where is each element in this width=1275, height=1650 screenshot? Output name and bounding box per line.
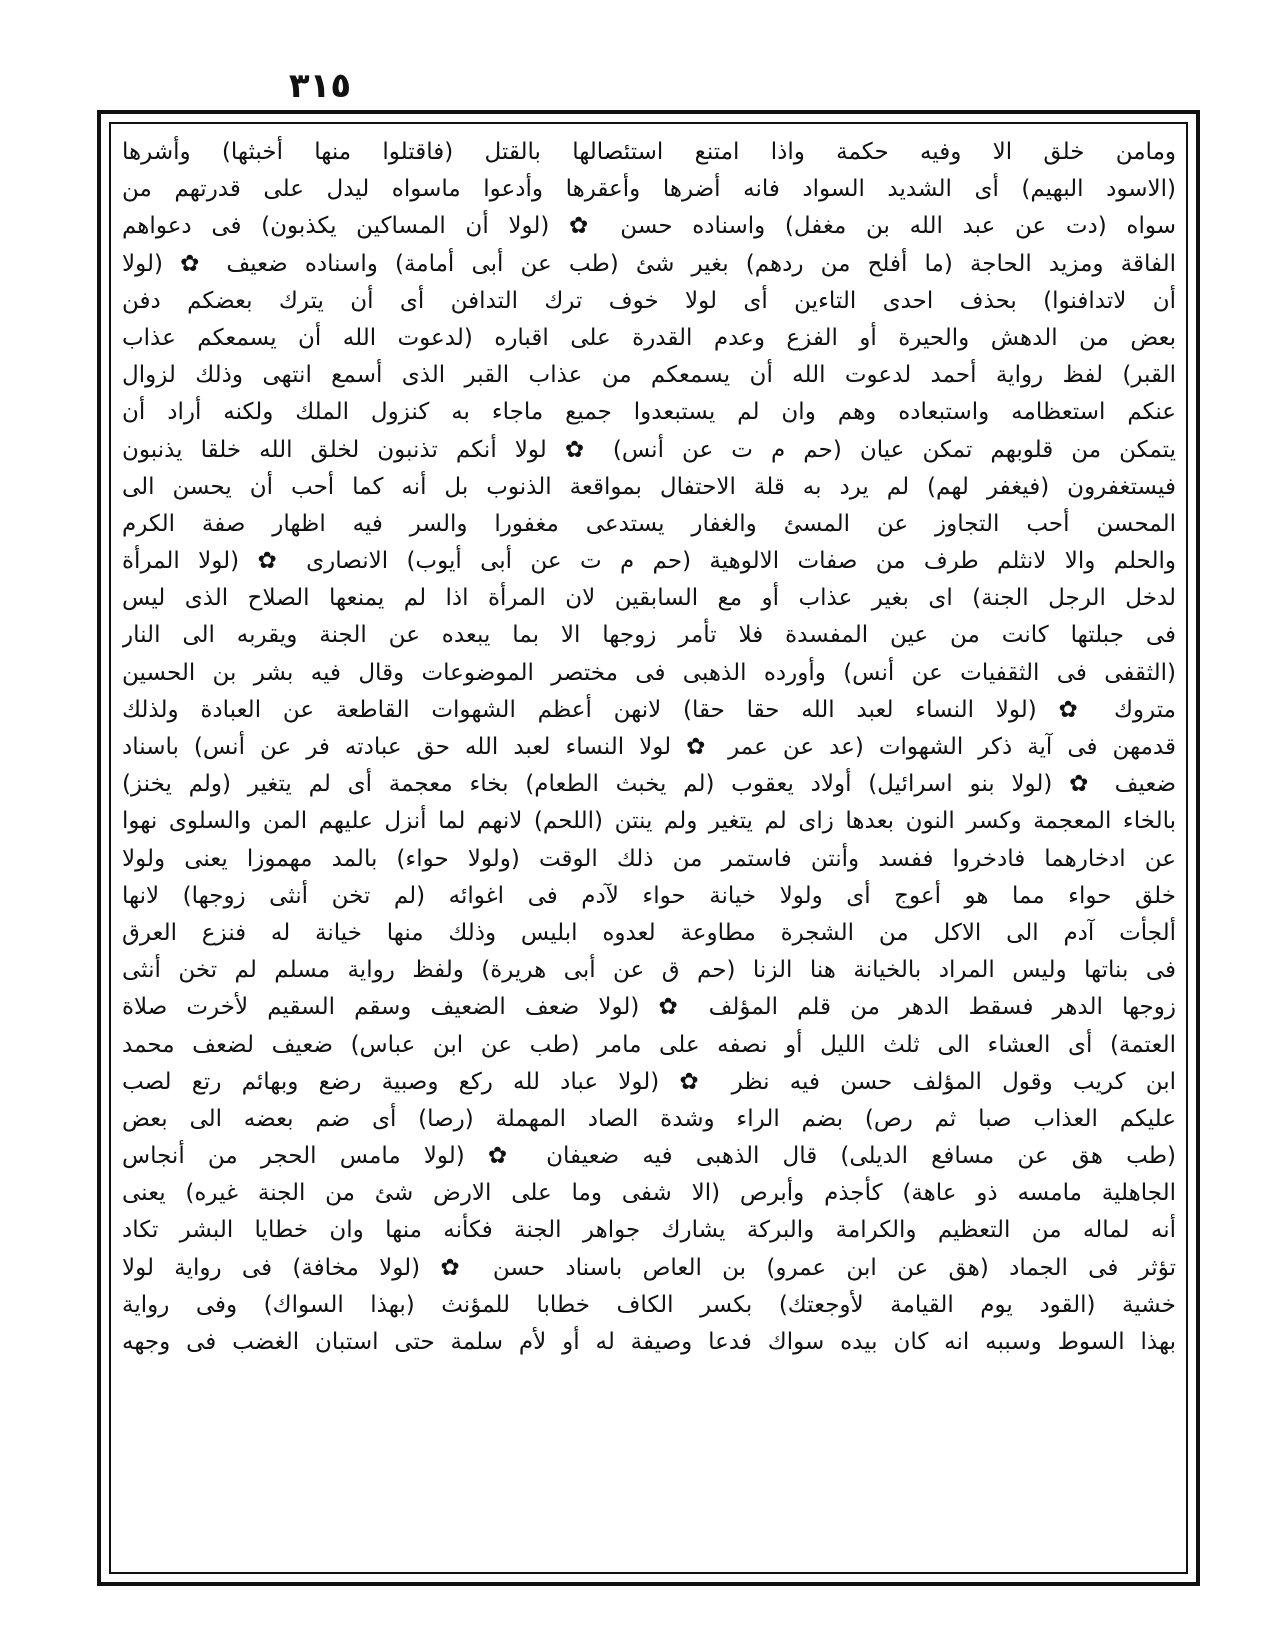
text-line: العتمة) أى العشاء الى ثلث الليل أو نصفه على مامر (طب عن ابن عباس) ضعيف لضعف محمد	[122, 1031, 1176, 1058]
text-line: خشية (القود يوم القيامة لأوجعتك) بكسر الكاف خطابا للمؤنث (بهذا السواك) وفى رواية	[122, 1291, 1176, 1318]
text-line: بالخاء المعجمة وكسر النون بعدها زاى لم يتغير ولم ينتن (اللحم) لانهم لما أنزل عليهم المن والسلوى نهوا	[122, 808, 1176, 835]
text-line: أن لاتدافنوا) بحذف احدى التاءين أى لولا خوف ترك التدافن أى أن يترك بعضكم دفن	[122, 287, 1176, 314]
text-line: عنكم استعظامه واستبعاده وهم وان لم يستبعدوا جميع ماجاء به كنزول الملك ولكنه أراد أن	[122, 399, 1176, 426]
text-line: فى جبلتها كانت من عين المفسدة فلا تأمر زوجها الا بما يبعده عن الجنة ويقربه الى النار	[122, 622, 1176, 649]
text-line: الجاهلية مامسه ذو عاهة) كأجذم وأبرص (الا شفى وما على الارض شئ من الجنة غيره) يعنى	[122, 1180, 1176, 1207]
text-line: فى بناتها وليس المراد بالخيانة هنا الزنا (حم ق عن أبى هريرة) ولفظ رواية مسلم لم تخن أنثى	[122, 957, 1176, 984]
text-line: (الاسود البهيم) أى الشديد السواد فانه أضرها وأعقرها وأدعوا ماسواه ليدل على قدرتهم من	[122, 176, 1176, 203]
text-line: المحسن أحب التجاوز عن المسئ والغفار يستدعى مغفورا والسر فيه اظهار صفة الكرم	[122, 510, 1176, 537]
text-line: عن ادخارهما فادخروا ففسد وأنتن فاستمر من ذلك الوقت (ولولا حواء) بالمد مهموزا يعنى ولولا	[122, 845, 1176, 872]
text-line: خلق حواء مما هو أعوج أى ولولا خيانة حواء لآدم فى اغوائه (لم تخن أنثى زوجها) لانها	[122, 882, 1176, 909]
text-line: تؤثر فى الجماد (هق عن ابن عمرو) بن العاص باسناد حسن ✿ (لولا مخافة) فى رواية لولا	[122, 1254, 1176, 1281]
text-line: أنه لماله من التعظيم والكرامة والبركة يشارك جواهر الجنة فكأنه منها وان خطايا البشر تكاد	[122, 1217, 1176, 1244]
text-block	[122, 134, 1176, 1562]
text-line: قدمهن فى آية ذكر الشهوات (عد عن عمر ✿ لولا النساء لعبد الله حق عبادته فر عن أنس) باسناد	[122, 734, 1176, 760]
text-line: زوجها الدهر فسقط الدهر من قلم المؤلف ✿ (لولا ضعف الضعيف وسقم السقيم لأخرت صلاة	[122, 994, 1176, 1021]
text-line: بهذا السوط وسببه انه كان بيده سواك فدعا وصيفة له أو لأم سلمة حتى استبان الغضب فى وجهه	[122, 1329, 1176, 1355]
text-line: ألجأت آدم الى الاكل من الشجرة مطاوعة لعدوه ابليس وذلك منها خيانة له فنزع العرق	[122, 919, 1176, 946]
text-line: ابن كريب وقول المؤلف حسن فيه نظر ✿ (لولا عباد لله ركع وصبية رضع وبهائم رتع لصب	[122, 1068, 1176, 1095]
text-line: بعض من الدهش والحيرة أو الفزع وعدم القدرة على اقباره (لدعوت الله أن يسمعكم عذاب	[122, 324, 1176, 351]
text-line: الفاقة ومزيد الحاجة (ما أفلح من ردهم) بغير شئ (طب عن أبى أمامة) واسناده ضعيف ✿ (لولا	[122, 250, 1176, 277]
text-line: ومامن خلق الا وفيه حكمة واذا امتنع استئصالها بالقتل (فاقتلوا منها أخبثها) وأشرها	[122, 139, 1176, 165]
text-line: (طب هق عن مسافع الديلى) قال الذهبى فيه ضعيفان ✿ (لولا مامس الحجر من أنجاس	[122, 1143, 1176, 1170]
page-number: ٣١٥	[288, 66, 352, 106]
text-line: القبر) لفظ رواية أحمد لدعوت الله أن يسمعكم من عذاب القبر الذى أسمع انتهى وذلك لزوال	[122, 362, 1176, 389]
text-line: يتمكن من قلوبهم تمكن عيان (حم م ت عن أنس) ✿ لولا أنكم تذنبون لخلق الله خلقا يذنبون	[122, 436, 1176, 463]
text-line: (الثقفى فى الثقفيات عن أنس) وأورده الذهبى فى مختصر الموضوعات وقال فيه بشر بن الحسين	[122, 659, 1176, 686]
text-line: لدخل الرجل الجنة) اى بغير عذاب أو مع السابقين لان المرأة اذا لم يمنعها الصلاح الذى ليس	[122, 585, 1176, 612]
text-line: متروك ✿ (لولا النساء لعبد الله حقا حقا) لانهن أعظم الشهوات القاطعة عن العبادة ولذلك	[122, 696, 1176, 723]
text-line: عليكم العذاب صبا ثم رص) بضم الراء وشدة الصاد المهملة (رصا) أى ضم بعضه الى بعض	[122, 1105, 1176, 1132]
text-line: ضعيف ✿ (لولا بنو اسرائيل) أولاد يعقوب (لم يخبث الطعام) بخاء معجمة أى لم يتغير (ولم يخنز)	[122, 771, 1176, 798]
text-line	[122, 1361, 1176, 1398]
text-line: فيستغفرون (فيغفر لهم) لم يرد به قلة الاحتفال بمواقعة الذنوب بل أنه كما أحب أن يحسن الى	[122, 473, 1176, 500]
text-line: سواه (دت عن عبد الله بن مغفل) واسناده حسن ✿ (لولا أن المساكين يكذبون) فى دعواهم	[122, 213, 1176, 240]
text-line: والحلم والا لانثلم طرف من صفات الالوهية (حم م ت عن أبى أيوب) الانصارى ✿ (لولا المرأة	[122, 548, 1176, 575]
